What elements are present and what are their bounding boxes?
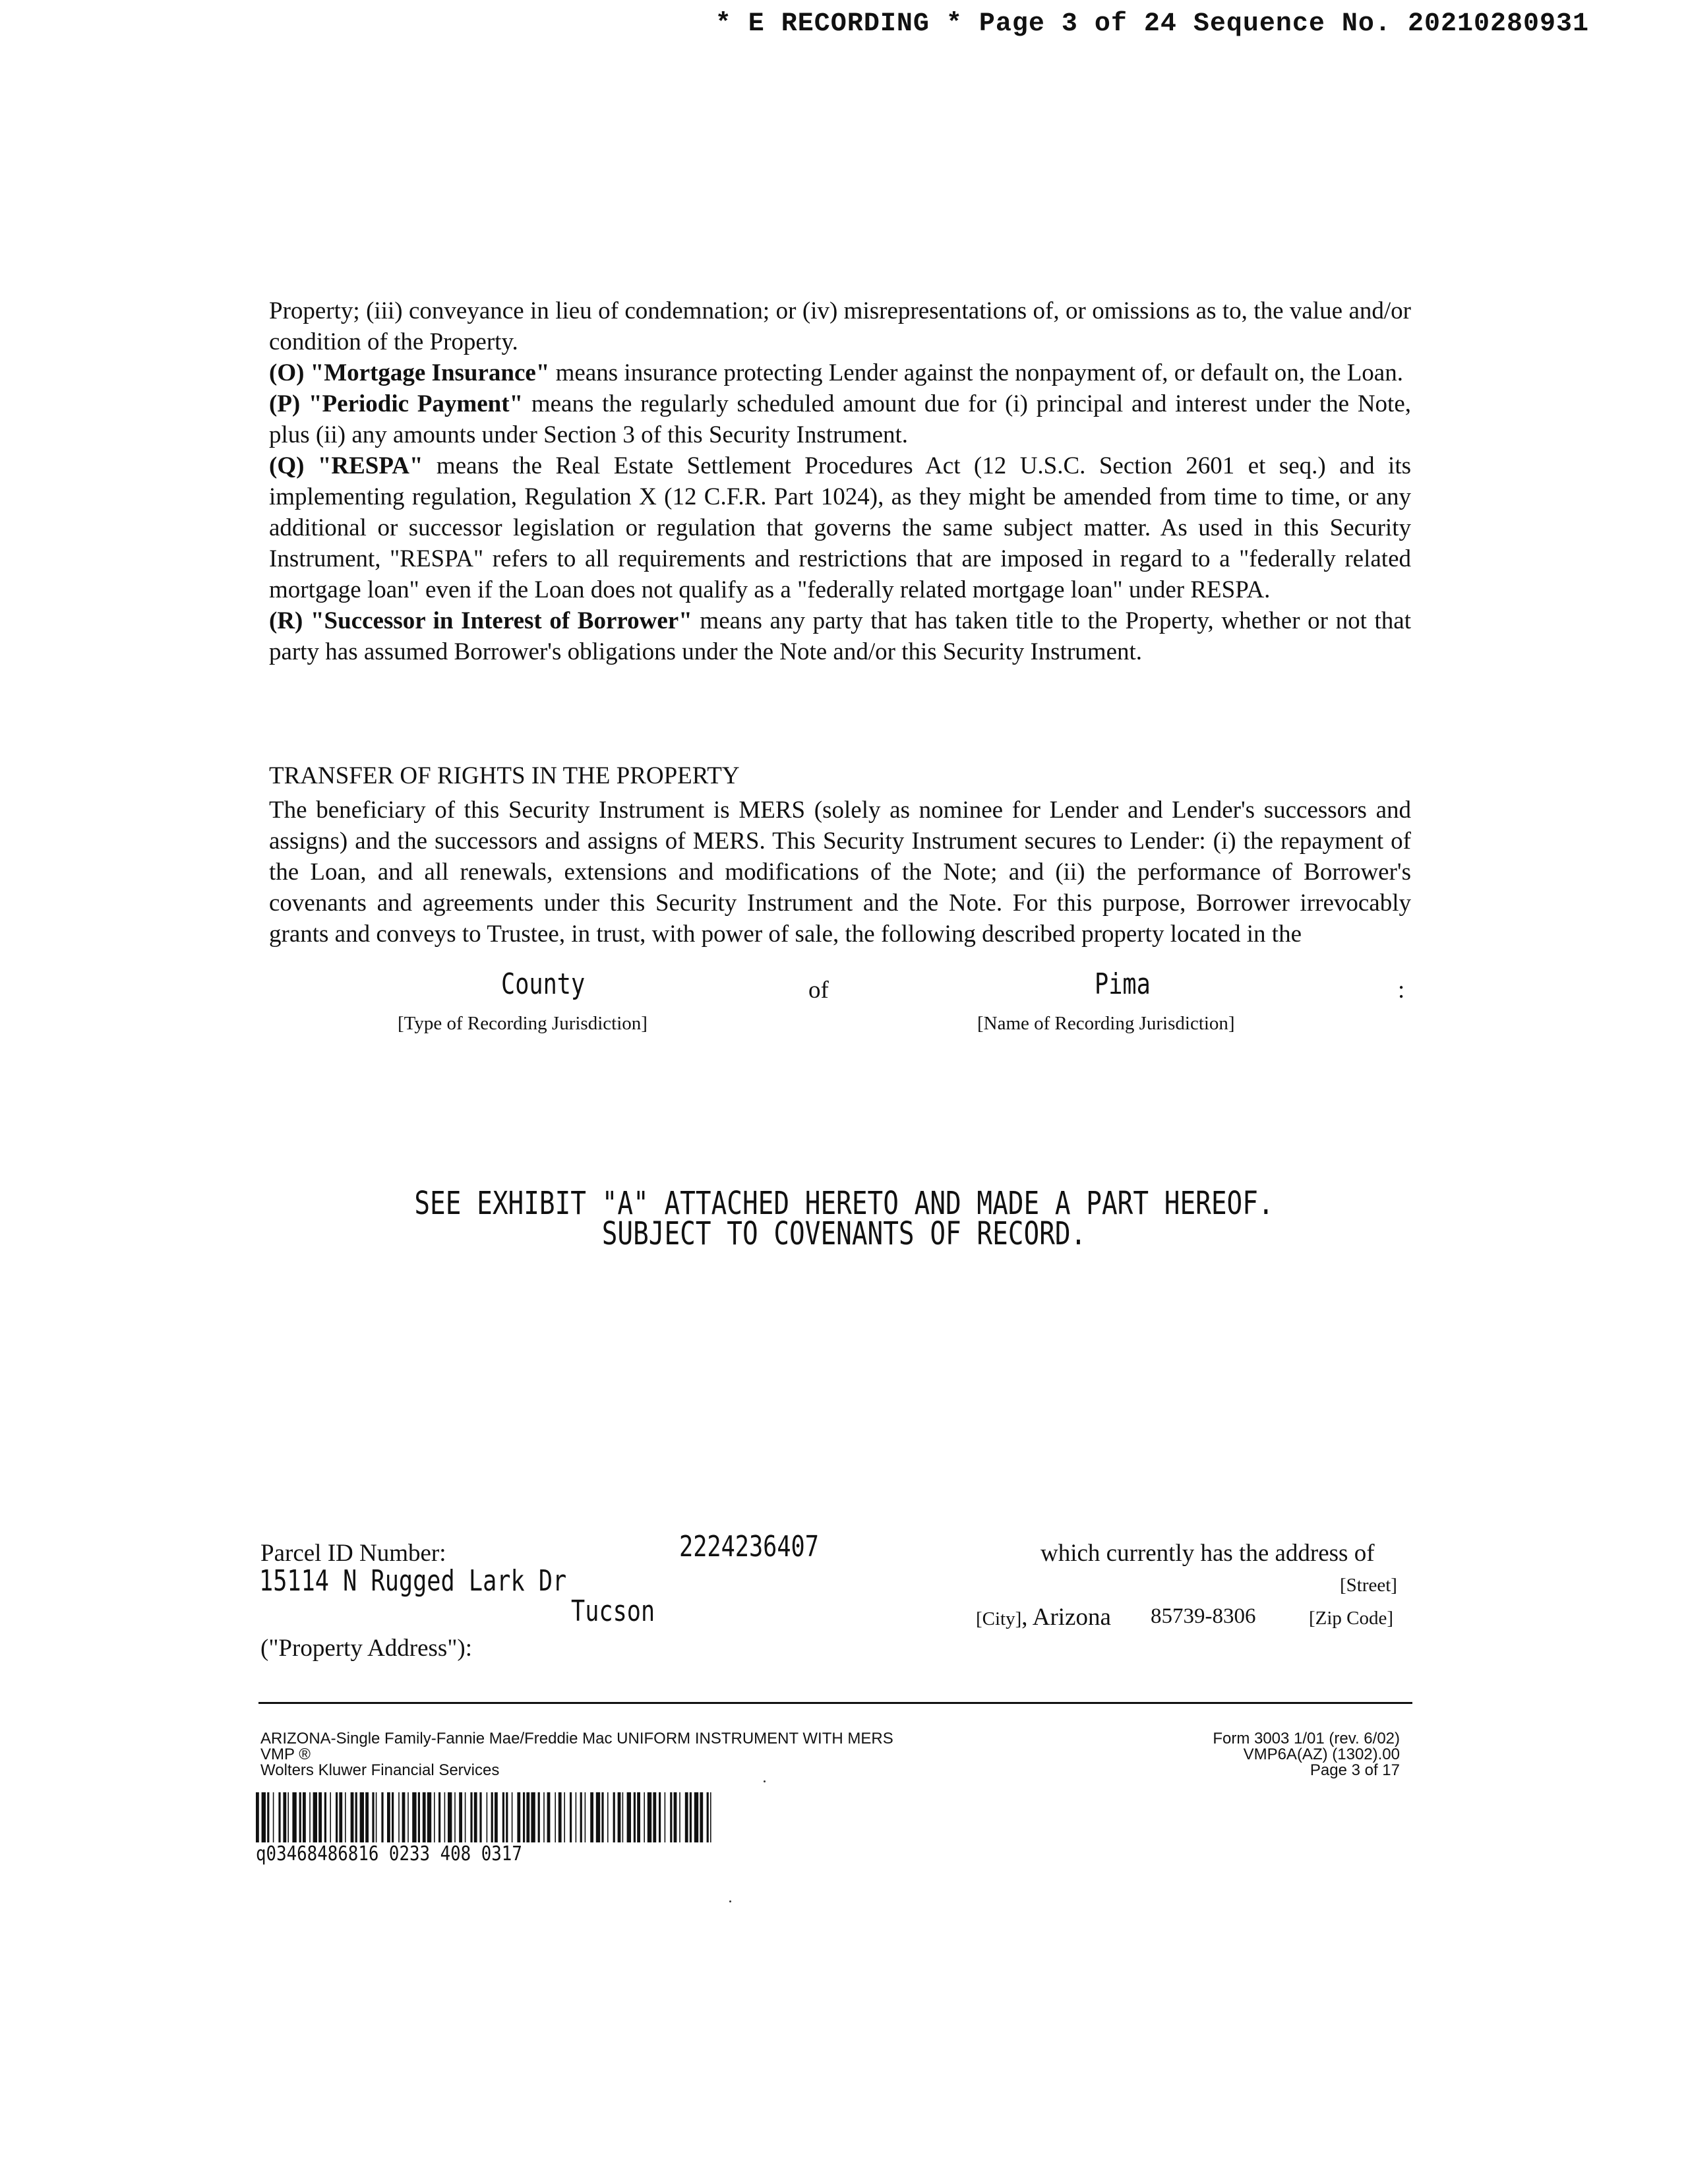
term-periodic-payment: (P) "Periodic Payment"	[269, 390, 524, 417]
barcode-bar	[679, 1792, 680, 1842]
footer-form-title: ARIZONA-Single Family-Fannie Mae/Freddie Mac UNIFORM INSTRUMENT WITH MERS	[260, 1730, 893, 1747]
barcode-number: q03468486816 0233 408 0317	[256, 1842, 522, 1866]
barcode-bar	[318, 1792, 322, 1842]
parcel-id-number: 2224236407	[679, 1530, 819, 1563]
parcel-id-label: Parcel ID Number:	[260, 1540, 446, 1567]
state-text: , Arizona	[1021, 1604, 1111, 1631]
barcode-bar	[267, 1792, 269, 1842]
transfer-heading: TRANSFER OF RIGHTS IN THE PROPERTY	[269, 762, 740, 789]
barcode-bar	[618, 1792, 621, 1842]
barcode-bar	[339, 1792, 342, 1842]
barcode-bar	[262, 1792, 266, 1842]
barcode-bar	[418, 1792, 420, 1842]
barcode-bar	[659, 1792, 661, 1842]
barcode-bar	[523, 1792, 525, 1842]
barcode-bar	[648, 1792, 651, 1842]
barcode-bar	[601, 1792, 603, 1842]
city-value: Tucson	[571, 1594, 655, 1628]
barcode-bar	[398, 1792, 400, 1842]
footer-vmp-code: VMP6A(AZ) (1302).00	[1243, 1745, 1400, 1763]
exhibit-notice	[0, 1185, 1688, 1252]
footer-page-number: Page 3 of 17	[1310, 1761, 1400, 1779]
paragraph-p	[269, 388, 1411, 450]
barcode-bar	[336, 1792, 338, 1842]
paragraph-intro: Property; (iii) conveyance in lieu of condemnation; or (iv) misrepresentations of, or omissions as to, the value and/or condition of the Property.	[269, 297, 1411, 355]
barcode-bar	[365, 1792, 369, 1842]
barcode-bar	[287, 1792, 289, 1842]
barcode-bar	[387, 1792, 390, 1842]
barcode-bar	[273, 1792, 274, 1842]
barcode-bar	[674, 1792, 677, 1842]
recording-header: * E RECORDING * Page 3 of 24 Sequence No. 20210280931	[715, 9, 1589, 39]
of-word: of	[808, 977, 829, 1004]
barcode-bar	[423, 1792, 426, 1842]
zip-value: 85739-8306	[1151, 1604, 1256, 1628]
barcode-bar	[434, 1792, 435, 1842]
term-successor: (R) "Successor in Interest of Borrower"	[269, 607, 692, 634]
scan-speck	[729, 1900, 731, 1902]
barcode-bar	[637, 1792, 640, 1842]
barcode-bar	[526, 1792, 529, 1842]
definitions-section	[269, 295, 1411, 667]
barcode-bar	[580, 1792, 582, 1842]
barcode-bar	[543, 1792, 545, 1842]
zip-label: [Zip Code]	[1309, 1608, 1394, 1629]
street-value: 15114 N Rugged Lark Dr	[259, 1564, 567, 1598]
barcode-bar	[256, 1792, 259, 1842]
barcode-bar	[570, 1792, 572, 1842]
barcode-bar	[299, 1792, 301, 1842]
transfer-section	[269, 795, 1411, 950]
barcode-bar	[444, 1792, 446, 1842]
barcode-bar	[345, 1792, 346, 1842]
name-of-jurisdiction-label: [Name of Recording Jurisdiction]	[977, 1013, 1235, 1034]
barcode-bar	[710, 1792, 711, 1842]
barcode-bar	[427, 1792, 431, 1842]
colon: :	[1398, 977, 1405, 1004]
barcode-bar	[309, 1792, 311, 1842]
barcode-bar	[531, 1792, 535, 1842]
barcode-bar	[596, 1792, 600, 1842]
footer-right	[1213, 1731, 1400, 1778]
barcode-bar	[653, 1792, 656, 1842]
barcode-bar	[360, 1792, 364, 1842]
term-mortgage-insurance: (O) "Mortgage Insurance"	[269, 359, 550, 386]
barcode-bar	[555, 1792, 556, 1842]
barcode-bar	[303, 1792, 306, 1842]
barcode-bar	[506, 1792, 508, 1842]
barcode-bar	[613, 1792, 615, 1842]
barcode-bar	[707, 1792, 709, 1842]
barcode-bar	[313, 1792, 317, 1842]
barcode-bar	[459, 1792, 462, 1842]
barcode-bar	[470, 1792, 472, 1842]
barcode-bar	[585, 1792, 586, 1842]
definition-mortgage-insurance: means insurance protecting Lender against the nonpayment of, or default on, the Loan.	[549, 359, 1403, 386]
barcode-bar	[381, 1792, 383, 1842]
city-state-line	[976, 1603, 1111, 1631]
jurisdiction-type-value: County	[501, 967, 586, 1001]
barcode-bar	[491, 1792, 493, 1842]
jurisdiction-name-value: Pima	[1095, 967, 1151, 1001]
transfer-text: The beneficiary of this Security Instrument is MERS (solely as nominee for Lender and Lender's successors and assigns) and the successors and assigns of MERS. This Security Instrument secures to Lender: (i) the repayment of the Loan, and all renewals, extensions and modifications of the Note; and (ii) the performance of Borrower's covenants and agreements under this Security Instrument and the Note. For this purpose, Borrower irrevocably grants and conveys to Trustee, in trust, with power of sale, the following described property located in the	[269, 797, 1411, 948]
barcode-bar	[665, 1792, 666, 1842]
barcode-bar	[448, 1792, 452, 1842]
barcode-bar	[502, 1792, 504, 1842]
definition-successor: means any party that has taken title to the Property, whether or not that party has assumed Borrower's obligations under the Note and/or this Security Instrument.	[269, 607, 1411, 665]
barcode-bar	[644, 1792, 645, 1842]
barcode-bar	[690, 1792, 692, 1842]
footer-form-number: Form 3003 1/01 (rev. 6/02)	[1213, 1730, 1400, 1747]
barcode-bar	[670, 1792, 672, 1842]
barcode-bar	[694, 1792, 698, 1842]
footer-divider	[258, 1702, 1412, 1704]
definition-respa: means the Real Estate Settlement Procedures Act (12 U.S.C. Section 2601 et seq.) and its implementing regulation, Regulation X (12 C.F.R. Part 1024), as they might be amended from time to time, or any additional or successor legislation or regulation that governs the same subject matter. As used in this Security Instrument, "RESPA" refers to all requirements and restrictions that are imposed in regard to a "federally related mortgage loan" even if the Loan does not qualify as a "federally related mortgage loan" under RESPA.	[269, 452, 1411, 603]
barcode-bar	[412, 1792, 416, 1842]
barcode-bar	[538, 1792, 540, 1842]
footer-vmp: VMP ®	[260, 1745, 311, 1763]
barcode-bar	[517, 1792, 520, 1842]
paragraph-r	[269, 605, 1411, 667]
barcode-bar	[283, 1792, 286, 1842]
barcode-bar	[558, 1792, 562, 1842]
barcode-graphic	[256, 1792, 712, 1842]
barcode-bar	[330, 1792, 331, 1842]
barcode-bar	[512, 1792, 513, 1842]
barcode-bar	[590, 1792, 593, 1842]
barcode-bar	[324, 1792, 326, 1842]
barcode-bar	[292, 1792, 296, 1842]
paragraph-q	[269, 450, 1411, 605]
barcode-bar	[495, 1792, 498, 1842]
exhibit-line-1: SEE EXHIBIT "A" ATTACHED HERETO AND MADE A PART HEREOF.	[414, 1185, 1274, 1222]
exhibit-line-2: SUBJECT TO COVENANTS OF RECORD.	[601, 1215, 1087, 1252]
barcode-bar	[407, 1792, 409, 1842]
barcode-bar	[487, 1792, 488, 1842]
footer-publisher: Wolters Kluwer Financial Services	[260, 1761, 500, 1779]
barcode-bar	[564, 1792, 565, 1842]
property-address-label: ("Property Address"):	[260, 1635, 473, 1662]
scan-speck	[764, 1780, 766, 1782]
barcode-bar	[607, 1792, 609, 1842]
barcode-bar	[454, 1792, 456, 1842]
barcode-bar	[402, 1792, 406, 1842]
barcode-bar	[634, 1792, 636, 1842]
term-respa: (Q) "RESPA"	[269, 452, 423, 479]
barcode-bar	[372, 1792, 374, 1842]
barcode-bar	[355, 1792, 357, 1842]
barcode-bar	[685, 1792, 688, 1842]
barcode-bar	[465, 1792, 466, 1842]
address-intro: which currently has the address of	[1040, 1540, 1375, 1567]
barcode-bar	[627, 1792, 631, 1842]
footer-left	[260, 1731, 893, 1778]
barcode-bar	[622, 1792, 624, 1842]
paragraph-o	[269, 357, 1411, 388]
barcode-bar	[474, 1792, 477, 1842]
definition-periodic-payment: means the regularly scheduled amount due for (i) principal and interest under the Note, plus (ii) any amounts under Section 3 of this Security Instrument.	[269, 390, 1412, 448]
barcode-bar	[351, 1792, 354, 1842]
street-label: [Street]	[1340, 1575, 1397, 1596]
barcode-bar	[576, 1792, 577, 1842]
barcode-bar	[278, 1792, 280, 1842]
barcode-bar	[392, 1792, 394, 1842]
barcode-bar	[376, 1792, 377, 1842]
barcode-bar	[547, 1792, 551, 1842]
city-label: [City]	[976, 1608, 1022, 1629]
barcode-bar	[479, 1792, 481, 1842]
barcode-bar	[700, 1792, 703, 1842]
barcode-bar	[438, 1792, 440, 1842]
type-of-jurisdiction-label: [Type of Recording Jurisdiction]	[398, 1013, 648, 1034]
